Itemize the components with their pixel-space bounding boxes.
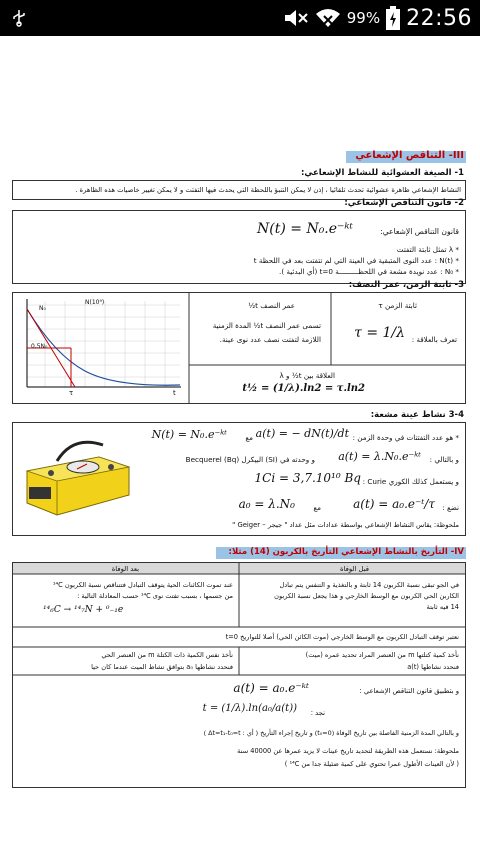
box-activity: * هو عدد التفتتات في وحدة الزمن : a(t) = − dN(t)/dt مع N(t) = N₀.e⁻ᵏᵗ و بالتالي : a(t) = λ.N₀.e⁻ᵏᵗ و وحدته في (SI) البيكرل (Bq) Becquerel و يستعمل كذلك الكوري Curie : 1Ci = 3,7.10¹⁰ Bq نضع : a(t) = a₀.e⁻ᵗ/τ مع a₀ = λ.N₀ ملحوظة: يقاس النشاط الإشعاعي بواسطة عدادات مثل عداد " جيجر – Geiger "	[12, 422, 466, 536]
section-heading: III- التناقص الإشعاعي	[12, 148, 466, 166]
decay-formula: N(t) = N₀.e⁻ᵏᵗ	[257, 221, 353, 237]
status-icons	[283, 4, 472, 32]
mute-icon	[283, 7, 309, 29]
a0-formula: a₀ = λ.N₀	[238, 497, 295, 511]
section-dating: IV- التأريخ بالنشاط الإشعاعي التأريخ بالكربون (14) مثلا: قبل الوفاة بعد الوفاة في الجو تبقى نسبة الكربون 14 ثابتة و بالتغذية و التنفس يتم تبادل الكاربن الحي الكربون مع الوسط الخارجي و هذا يجعل نسبة الكربون 14 فيه ثابتة عند تموت الكائنات الحية يتوقف التبادل فتتناقص نسبة الكربون ¹⁴C من جسمها ، بسبب تفتت نوى ¹⁴C حسب المعادلة التالية : ¹⁴₆C → ¹⁴₇N + ⁰₋₁e نعتبر توقف التبادل الكربون مع الوسط الخارجي (موت الكائن الحي) أصلا للتواريخ t=0 نأخذ كمية كتلتها m من العنصر المراد تحديد عمره (ميت) فنحدد نشاطها a(t) نأخذ نفس الكمية ذات الكتلة m من العنصر الحي فنحدد نشاطها a₀ بتوافق نشاط الميت عندما كان حيا و بتطبيق قانون التناقص الإشعاعي : a(t) = a₀.e⁻ᵏᵗ نجد : t = (1/λ).ln(a₀/a(t)) و بالتالي المدة الزمنية الفاصلة بين تاريخ الوفاة (t₀=0) و تاريخ إجراء التأريخ ( أي : Δt=t₁-t₀=t ) ملحوظة: نستعمل هذه الطريقة لتحديد تاريخ عينات لا يزيد عمرها عن 40000 سنة ( لأن العينات الأطول عمرا تحتوي على كمية ضئيلة جدا من ¹⁴C )	[12, 546, 466, 786]
box-time-constant: ثابتة الزمن τ تعرف بالعلاقة : τ = 1/λ عمر النصف t½ تسمى عمر النصف t½ المدة الزمنية اللازمة لتفتت نصف عدد نوى عينة. العلاقة بين t½ و λ t½ = (1/λ).ln2 = τ.ln2 N₀ 0,5N₀ N(10⁹) τ t	[12, 292, 466, 404]
curie-formula: 1Ci = 3,7.10¹⁰ Bq	[254, 471, 361, 485]
section-time-constant: 3- ثابتة الزمن، عمر النصف: ثابتة الزمن τ تعرف بالعلاقة : τ = 1/λ عمر النصف t½ تسمى عمر النصف t½ المدة الزمنية اللازمة لتفتت نصف عدد نوى عينة. العلاقة بين t½ و λ t½ = (1/λ).ln2 = τ.ln2 N₀ 0,5N₀ N(10⁹) τ t	[12, 280, 466, 406]
decay-formula-2: N(t) = N₀.e⁻ᵏᵗ	[151, 428, 227, 441]
c14-decay-equation: ¹⁴₆C → ¹⁴₇N + ⁰₋₁e	[43, 605, 124, 615]
dating-decay-formula: a(t) = a₀.e⁻ᵏᵗ	[233, 681, 309, 695]
clock: 22:56	[406, 5, 472, 31]
half-life-formula: t½ = (1/λ).ln2 = τ.ln2	[242, 383, 365, 394]
battery-icon	[386, 6, 400, 30]
geiger-counter-image	[17, 431, 135, 521]
tau-formula: τ = 1/λ	[354, 325, 405, 341]
usb-icon	[10, 9, 28, 27]
section-activity: 3-4 نشاط عينة مشعة: * هو عدد التفتتات في وحدة الزمن : a(t) = − dN(t)/dt مع N(t) = N₀.e⁻ᵏᵗ و بالتالي : a(t) = λ.N₀.e⁻ᵏᵗ و وحدته في (SI) البيكرل (Bq) Becquerel و يستعمل كذلك الكوري Curie : 1Ci = 3,7.10¹⁰ Bq نضع : a(t) = a₀.e⁻ᵗ/τ مع a₀ = λ.N₀ ملحوظة: يقاس النشاط الإشعاعي بواسطة عدادات مثل عداد " جيجر – Geiger "	[12, 410, 466, 540]
activity-tau-formula: a(t) = a₀.e⁻ᵗ/τ	[353, 497, 435, 511]
age-formula: t = (1/λ).ln(a₀/a(t))	[202, 703, 297, 714]
activity-derivative-formula: a(t) = − dN(t)/dt	[255, 427, 349, 440]
section-decay-law: 2- قانون التناقص الإشعاعي: قانون التناقص الإشعاعي: N(t) = N₀.e⁻ᵏᵗ * λ تمثل ثابتة التفتت * N(t) : عدد النوى المتبقية في العينة التي لم تتفتت بعد في اللحظة t * N₀ : عدد نويدة مشعة في اللحظـــــــــة t=0 (أي البدئية ).	[12, 198, 466, 288]
battery-percent: 99%	[346, 9, 381, 27]
box-random: النشاط الإشعاعي ظاهرة عشوائية تحدث تلقائيا ، إذن لا يمكن التنبؤ باللحظة التي يحدث فيها التفتت و لا يمكن تغيير خاصيات هذه الظاهرة .	[12, 180, 466, 200]
section-random-nature: 1- الصيغة العشوائية للنشاط الإشعاعي: النشاط الإشعاعي ظاهرة عشوائية تحدث تلقائيا ، إذن لا يمكن التنبؤ باللحظة التي يحدث فيها التفتت و لا يمكن تغيير خاصيات هذه الظاهرة .	[12, 168, 466, 202]
wifi-icon	[315, 7, 341, 29]
status-bar	[0, 0, 480, 36]
box-decay-law: قانون التناقص الإشعاعي: N(t) = N₀.e⁻ᵏᵗ * λ تمثل ثابتة التفتت * N(t) : عدد النوى المتبقية في العينة التي لم تتفتت بعد في اللحظة t * N₀ : عدد نويدة مشعة في اللحظـــــــــة t=0 (أي البدئية ).	[12, 210, 466, 284]
box-dating: قبل الوفاة بعد الوفاة في الجو تبقى نسبة الكربون 14 ثابتة و بالتغذية و التنفس يتم تبادل الكاربن الحي الكربون مع الوسط الخارجي و هذا يجعل نسبة الكربون 14 فيه ثابتة عند تموت الكائنات الحية يتوقف التبادل فتتناقص نسبة الكربون ¹⁴C من جسمها ، بسبب تفتت نوى ¹⁴C حسب المعادلة التالية : ¹⁴₆C → ¹⁴₇N + ⁰₋₁e نعتبر توقف التبادل الكربون مع الوسط الخارجي (موت الكائن الحي) أصلا للتواريخ t=0 نأخذ كمية كتلتها m من العنصر المراد تحديد عمره (ميت) فنحدد نشاطها a(t) نأخذ نفس الكمية ذات الكتلة m من العنصر الحي فنحدد نشاطها a₀ بتوافق نشاط الميت عندما كان حيا و بتطبيق قانون التناقص الإشعاعي : a(t) = a₀.e⁻ᵏᵗ نجد : t = (1/λ).ln(a₀/a(t)) و بالتالي المدة الزمنية الفاصلة بين تاريخ الوفاة (t₀=0) و تاريخ إجراء التأريخ ( أي : Δt=t₁-t₀=t ) ملحوظة: نستعمل هذه الطريقة لتحديد تاريخ عينات لا يزيد عمرها عن 40000 سنة ( لأن العينات الأطول عمرا تحتوي على كمية ضئيلة جدا من ¹⁴C )	[12, 562, 466, 788]
activity-formula: a(t) = λ.N₀.e⁻ᵏᵗ	[338, 450, 421, 463]
